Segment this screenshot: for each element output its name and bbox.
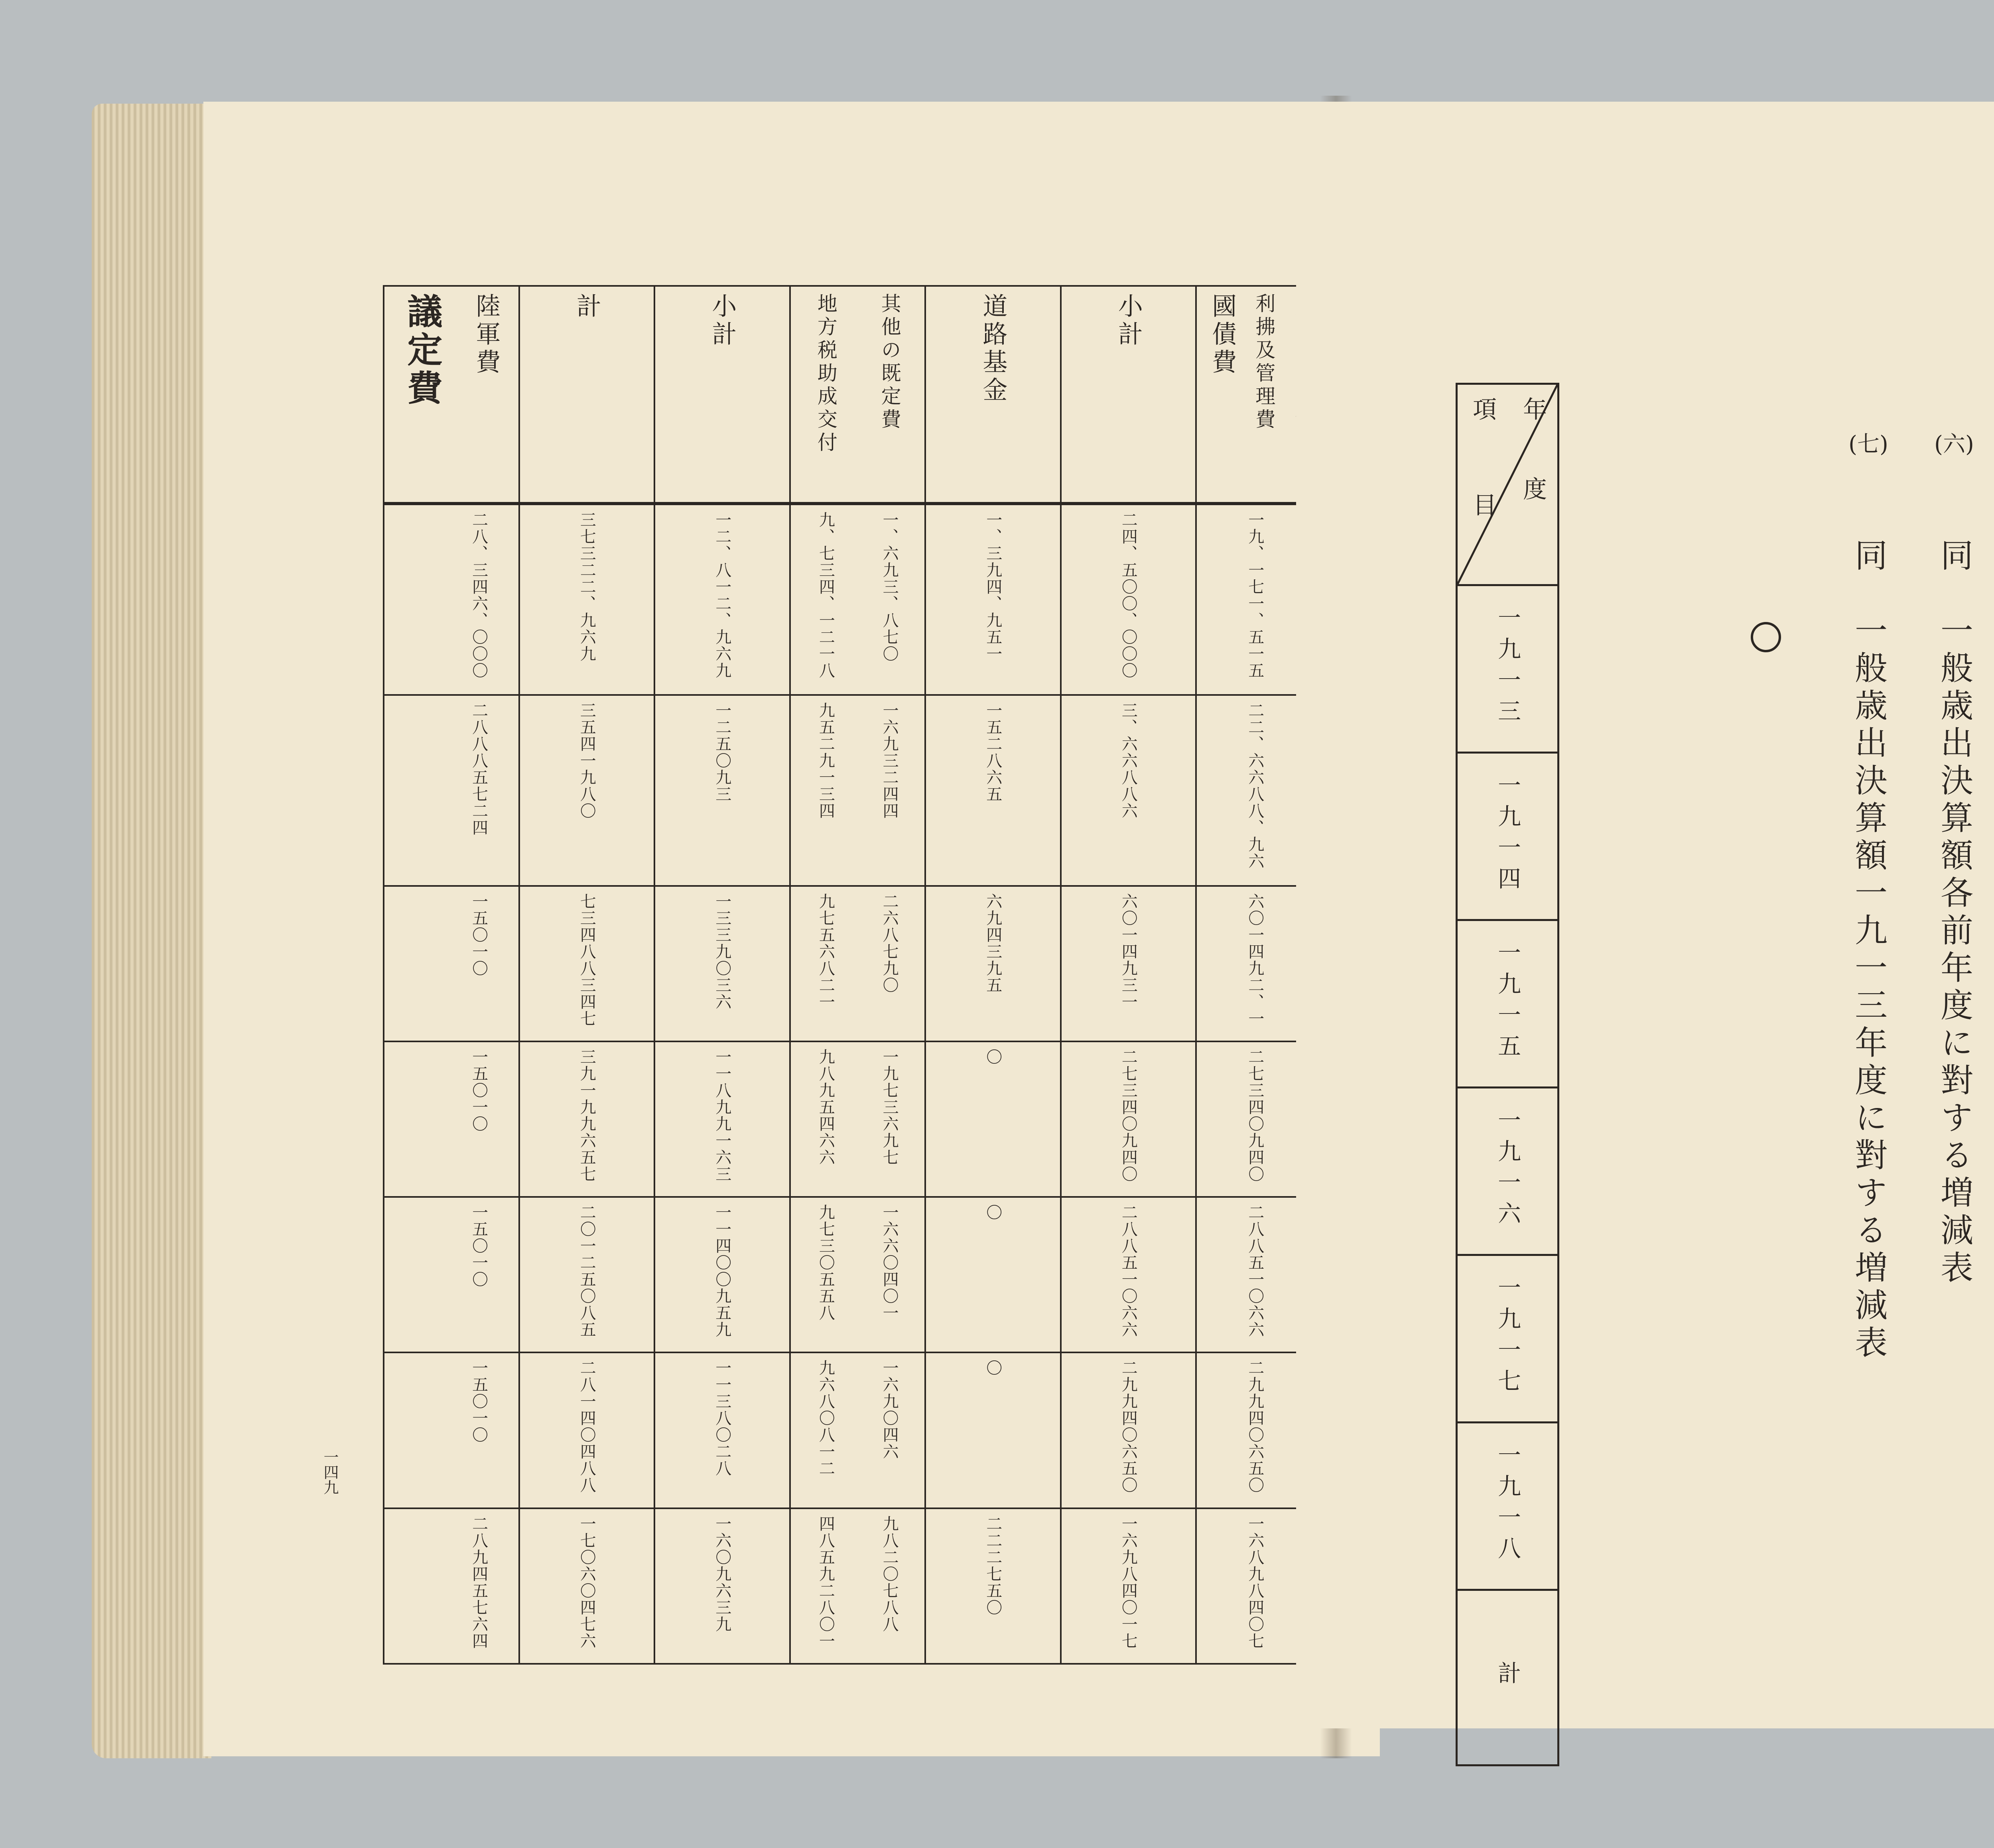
column-header-h5: 道路基金 [978, 293, 1008, 405]
cell-values [1065, 1360, 1192, 1501]
year-row [1458, 1589, 1557, 1764]
cell-value: 一、三九四、九五一 [983, 511, 1002, 662]
cell-value: 一一四〇〇九五九 [713, 1204, 731, 1338]
cell-value: 三、六六八八六 [1119, 702, 1138, 820]
header-cell [654, 286, 790, 504]
cell-value: 九七三〇五五八 [816, 1204, 835, 1322]
cell-values [929, 512, 1057, 688]
header-year-suffix: 度 [1519, 476, 1547, 500]
cell-values [523, 702, 651, 878]
table-cell [384, 1508, 519, 1664]
cell-values [1065, 1204, 1192, 1345]
table-cell [790, 504, 926, 695]
table-cell [925, 886, 1061, 1041]
table-cell [1061, 1352, 1196, 1508]
circle-mark [1751, 622, 1781, 652]
header-cell [925, 286, 1061, 504]
left-page [203, 102, 1380, 1756]
table-cell [519, 1508, 655, 1664]
year-row [1458, 1254, 1557, 1423]
table-cell [925, 1508, 1061, 1664]
open-book [92, 96, 1994, 1758]
table-cell [384, 695, 519, 886]
year-label: 一九一四 [1494, 773, 1521, 897]
cell-value: 四八五九二八〇一 [816, 1515, 835, 1649]
cell-value: 一二、八一二、九六九 [713, 511, 731, 679]
cell-value: 九、七三四、一二一八 [816, 511, 835, 679]
cell-value: 二八八五一〇六六 [1119, 1204, 1138, 1338]
year-row [1458, 1086, 1557, 1256]
year-label: 一九一七 [1494, 1275, 1521, 1400]
table-cell [654, 1508, 790, 1664]
header-cell-labels [794, 293, 922, 496]
table-cell [925, 504, 1061, 695]
left-page-number: 一四九 [321, 1449, 339, 1495]
cell-values [658, 1049, 786, 1190]
cell-value: 一五二八六五 [983, 702, 1002, 803]
toc-item-title: 同 一般歳出決算額一九一三年度に對する増減表 [1849, 538, 1888, 1363]
cell-value: 二〇一二五〇八五 [577, 1204, 596, 1338]
cell-value: 一六〇九六三九 [713, 1515, 731, 1633]
table-cell [1061, 1197, 1196, 1352]
cell-value: 二六八七九〇 [880, 893, 899, 994]
cell-value: 二四、五〇〇、〇〇〇 [1119, 511, 1138, 679]
toc-item-number: (七) [1848, 431, 1888, 457]
cell-values [388, 1515, 515, 1657]
year-label: 一九一六 [1494, 1108, 1521, 1232]
cell-values [388, 1049, 515, 1190]
cell-values [794, 512, 922, 688]
cell-value: 一六六〇四〇一 [880, 1204, 899, 1322]
cell-value: 〇 [983, 1360, 1002, 1377]
table-cell [654, 886, 790, 1041]
table-cell [1061, 695, 1196, 886]
header-cell-labels [388, 293, 515, 496]
cell-value: 七三四八八三四七 [577, 893, 596, 1027]
header-item-suffix: 目 [1469, 492, 1497, 516]
cell-value: 一九、一七一、五一五 [1245, 511, 1264, 679]
cell-value: 二八八五一〇六六 [1245, 1204, 1264, 1338]
cell-values [388, 1360, 515, 1501]
cell-values [388, 893, 515, 1034]
table-cell [654, 1197, 790, 1352]
column-header-h11: 陸軍費 [471, 293, 501, 377]
cell-value: 二七三四〇九四〇 [1245, 1048, 1264, 1183]
table-cell [654, 695, 790, 886]
table-cell [519, 886, 655, 1041]
left-page-edges [92, 104, 211, 1758]
table-cell [519, 1197, 655, 1352]
cell-value: 六〇一四九三一 [1119, 893, 1138, 1010]
cell-values [658, 1204, 786, 1345]
table-cell [519, 504, 655, 695]
year-header-table [1456, 383, 1559, 1766]
cell-value: 九五二九一三四 [816, 702, 835, 820]
cell-value: 一一三八〇二八 [713, 1360, 731, 1477]
cell-values [658, 1360, 786, 1501]
header-cell [790, 286, 926, 504]
year-row [1458, 1421, 1557, 1591]
cell-value: 二二、六六八八、九六 [1245, 702, 1264, 870]
table-cell [925, 1041, 1061, 1197]
cell-values [1065, 1515, 1192, 1657]
cell-value: 一六九〇四六 [880, 1360, 899, 1460]
cell-value: 二九九四〇六五〇 [1119, 1360, 1138, 1494]
year-label: 一九一三 [1494, 606, 1521, 730]
year-label: 一九一五 [1494, 941, 1521, 1065]
cell-value: 二八九四五七六四 [469, 1515, 488, 1649]
header-cell-labels [929, 293, 1057, 496]
table-cell [790, 1508, 926, 1664]
cell-value: 三七三二二、九六九 [577, 511, 596, 662]
header-item-label: 項 [1469, 397, 1497, 421]
cell-value: 六九四三九五 [983, 893, 1002, 994]
cell-value: 九六八〇八一二 [816, 1360, 835, 1477]
table-cell [519, 1041, 655, 1197]
cell-value: 九七五六八二一 [816, 893, 835, 1010]
cell-value: 一、六九三、八七〇 [880, 511, 899, 662]
year-label: 一九一八 [1494, 1443, 1521, 1567]
table-cell [384, 1352, 519, 1508]
column-header-h2: 利拂及管理費 [1252, 293, 1276, 432]
cell-value: 一七〇六〇四七六 [577, 1515, 596, 1649]
cell-values [523, 1049, 651, 1190]
header-cell-labels [1065, 293, 1192, 496]
cell-value: 三九一九九六五七 [577, 1048, 596, 1183]
table-cell [925, 1352, 1061, 1508]
cell-value: 一五〇一〇 [469, 1360, 488, 1444]
header-cell [1061, 286, 1196, 504]
table-cell [1061, 886, 1196, 1041]
column-header-h1: 國債費 [1208, 293, 1237, 377]
cell-values [929, 702, 1057, 878]
section-title [1571, 407, 1994, 1475]
cell-value: 一六九八四〇一七 [1119, 1515, 1138, 1649]
cell-values [658, 702, 786, 878]
cell-values [388, 1204, 515, 1345]
table-cell [384, 504, 519, 695]
cell-values [1065, 1049, 1192, 1190]
column-header-h9: 計 [572, 293, 602, 321]
cell-value: 一二五〇九三 [713, 702, 731, 803]
cell-values [658, 1515, 786, 1657]
year-label: 計 [1494, 1661, 1521, 1692]
cell-values [794, 893, 922, 1034]
cell-value: 二九九四〇六五〇 [1245, 1360, 1264, 1494]
cell-value: 二二二七五〇 [983, 1515, 1002, 1616]
cell-values [523, 893, 651, 1034]
cell-value: 一五〇一〇 [469, 893, 488, 977]
cell-values [929, 1204, 1057, 1345]
cell-value: 六〇一四九二、一 [1245, 893, 1264, 1027]
table-cell [519, 695, 655, 886]
table-cell [1061, 504, 1196, 695]
table-cell [790, 1352, 926, 1508]
header-cell-labels [523, 293, 651, 496]
cell-values [794, 702, 922, 878]
table-cell [654, 1041, 790, 1197]
cell-value: 〇 [983, 1204, 1002, 1221]
table-cell [790, 1041, 926, 1197]
year-table-header [1458, 385, 1557, 586]
column-header-h6: 地方税助成交付 [814, 293, 837, 455]
cell-values [658, 893, 786, 1034]
table-cell [654, 1352, 790, 1508]
cell-value: 一五〇一〇 [469, 1048, 488, 1132]
cell-value: 三五四一九八〇 [577, 702, 596, 820]
cell-values [1065, 512, 1192, 688]
table-cell [384, 886, 519, 1041]
cell-values [929, 893, 1057, 1034]
column-header-h7: 其他の既定費 [878, 293, 901, 432]
cell-value: 一三三九〇三六 [713, 893, 731, 1010]
cell-value: 二八一四〇四八八 [577, 1360, 596, 1494]
cell-value: 二八八八五七二四 [469, 702, 488, 836]
column-header-h8: 小計 [707, 293, 737, 349]
table-cell [519, 1352, 655, 1508]
table-cell [790, 695, 926, 886]
table-cell [654, 504, 790, 695]
table-cell [384, 1197, 519, 1352]
table-cell [384, 1041, 519, 1197]
cell-value: 九八二〇七八八 [880, 1515, 899, 1633]
cell-value: 二七三四〇九四〇 [1119, 1048, 1138, 1183]
cell-value: 一五〇一〇 [469, 1204, 488, 1288]
cell-value: 九八九五四六六 [816, 1048, 835, 1166]
cell-values [929, 1049, 1057, 1190]
cell-values [388, 702, 515, 878]
cell-value: 一六九三二四四 [880, 702, 899, 820]
table-cell [1061, 1508, 1196, 1664]
header-cell [384, 286, 519, 504]
table-cell [790, 886, 926, 1041]
column-header-h10: 議定費 [402, 293, 443, 408]
cell-values [523, 1360, 651, 1501]
header-cell-labels [658, 293, 786, 496]
cell-value: 二八、三四六、〇〇〇 [469, 511, 488, 679]
cell-value: 一六八九八四〇七 [1245, 1515, 1264, 1649]
cell-values [929, 1515, 1057, 1657]
toc-item-title: 同 一般歳出決算額各前年度に對する増減表 [1935, 538, 1973, 1288]
column-header-h4: 小計 [1114, 293, 1143, 349]
table-cell [1061, 1041, 1196, 1197]
cell-values [794, 1049, 922, 1190]
cell-values [929, 1360, 1057, 1501]
cell-values [1065, 893, 1192, 1034]
cell-values [794, 1204, 922, 1345]
cell-values [523, 512, 651, 688]
year-row [1458, 752, 1557, 921]
toc-item-number: (六) [1934, 431, 1974, 457]
table-cell [925, 695, 1061, 886]
table-cell [925, 1197, 1061, 1352]
cell-values [658, 512, 786, 688]
table-cell [790, 1197, 926, 1352]
header-year-label: 年 [1519, 397, 1547, 421]
cell-value: 〇 [983, 1048, 1002, 1065]
cell-value: 一九七三六九七 [880, 1048, 899, 1166]
year-row [1458, 584, 1557, 754]
cell-values [794, 1515, 922, 1657]
header-cell [519, 286, 655, 504]
cell-values [523, 1204, 651, 1345]
cell-value: 一一八九九一六三 [713, 1048, 731, 1183]
year-row [1458, 919, 1557, 1088]
cell-values [523, 1515, 651, 1657]
cell-values [388, 512, 515, 688]
cell-values [794, 1360, 922, 1501]
cell-values [1065, 702, 1192, 878]
